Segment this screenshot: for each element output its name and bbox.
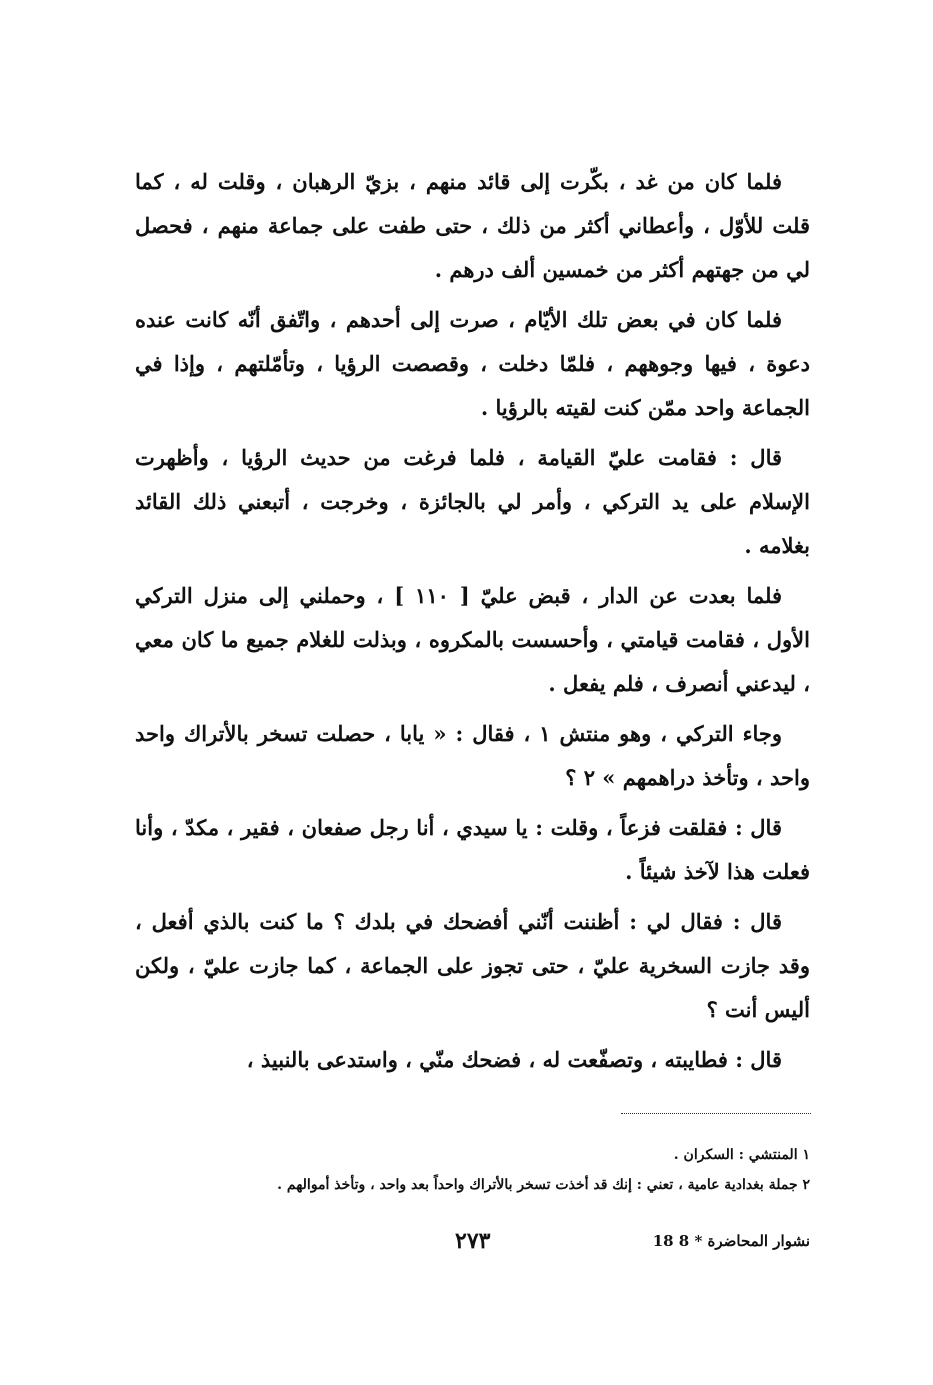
paragraph: قال : فقامت عليّ القيامة ، فلما فرغت من حديث الرؤيا ، وأظهرت الإسلام على يد التركي ، وأمر لي بالجائزة ، وخرجت ، أتبعني ذلك القائد بغلامه .: [135, 445, 810, 558]
paragraph: فلما كان في بعض تلك الأيّام ، صرت إلى أحدهم ، واتّفق أنّه كانت عنده دعوة ، فيها وجوههم ، فلمّا دخلت ، وقصصت الرؤيا ، وتأمّلتهم ، وإذا في الجماعة واحد ممّن كنت لقيته بالرؤيا .: [135, 307, 810, 420]
footnote: ١ المنتشي : السكران .: [673, 1147, 810, 1163]
paragraph: قال : فقال لي : أظننت أنّني أفضحك في بلدك ؟ ما كنت بالذي أفعل ، وقد جازت السخرية عليّ ، حتى تجوز على الجماعة ، كما جازت عليّ ، ولكن أليس أنت ؟: [135, 909, 810, 1022]
footnotes: [135, 1140, 810, 1200]
paragraph: وجاء التركي ، وهو منتش ١ ، فقال : « يابا ، حصلت تسخر بالأتراك واحد واحد ، وتأخذ دراهمهم » ٢ ؟: [135, 721, 810, 790]
footnote: ٢ جملة بغدادية عامية ، تعني : إنك قد أخذت تسخر بالأتراك واحداً بعد واحد ، وتأخذ أموالهم .: [277, 1177, 810, 1193]
footnote-divider: [621, 1113, 811, 1114]
paragraph: فلما بعدت عن الدار ، قبض عليّ [ ١١٠ ] ، وحملني إلى منزل التركي الأول ، فقامت قيامتي ، وأحسست بالمكروه ، وبذلت للغلام جميع ما كان معي ، ليدعني أنصرف ، فلم يفعل .: [135, 583, 810, 696]
page-number: ٢٧٣: [455, 1228, 491, 1254]
paragraph: قال : فطايبته ، وتصفّعت له ، فضحك منّي ، واستدعى بالنبيذ ،: [246, 1047, 782, 1072]
paragraph: فلما كان من غد ، بكّرت إلى قائد منهم ، بزيّ الرهبان ، وقلت له ، كما قلت للأوّل ، وأعطاني أكثر من ذلك ، حتى طفت على جماعة منهم ، فحصل لي من جهتهم أكثر من خمسين ألف درهم .: [135, 169, 810, 282]
page-footer: [135, 1228, 810, 1258]
body-text: [135, 160, 810, 1088]
paragraph: قال : فقلقت فزعاً ، وقلت : يا سيدي ، أنا رجل صفعان ، فقير ، مكدّ ، وأنا فعلت هذا لآخذ شيئاً .: [135, 815, 810, 884]
print-signature: 18 نشوار المحاضرة * 8: [652, 1232, 810, 1250]
